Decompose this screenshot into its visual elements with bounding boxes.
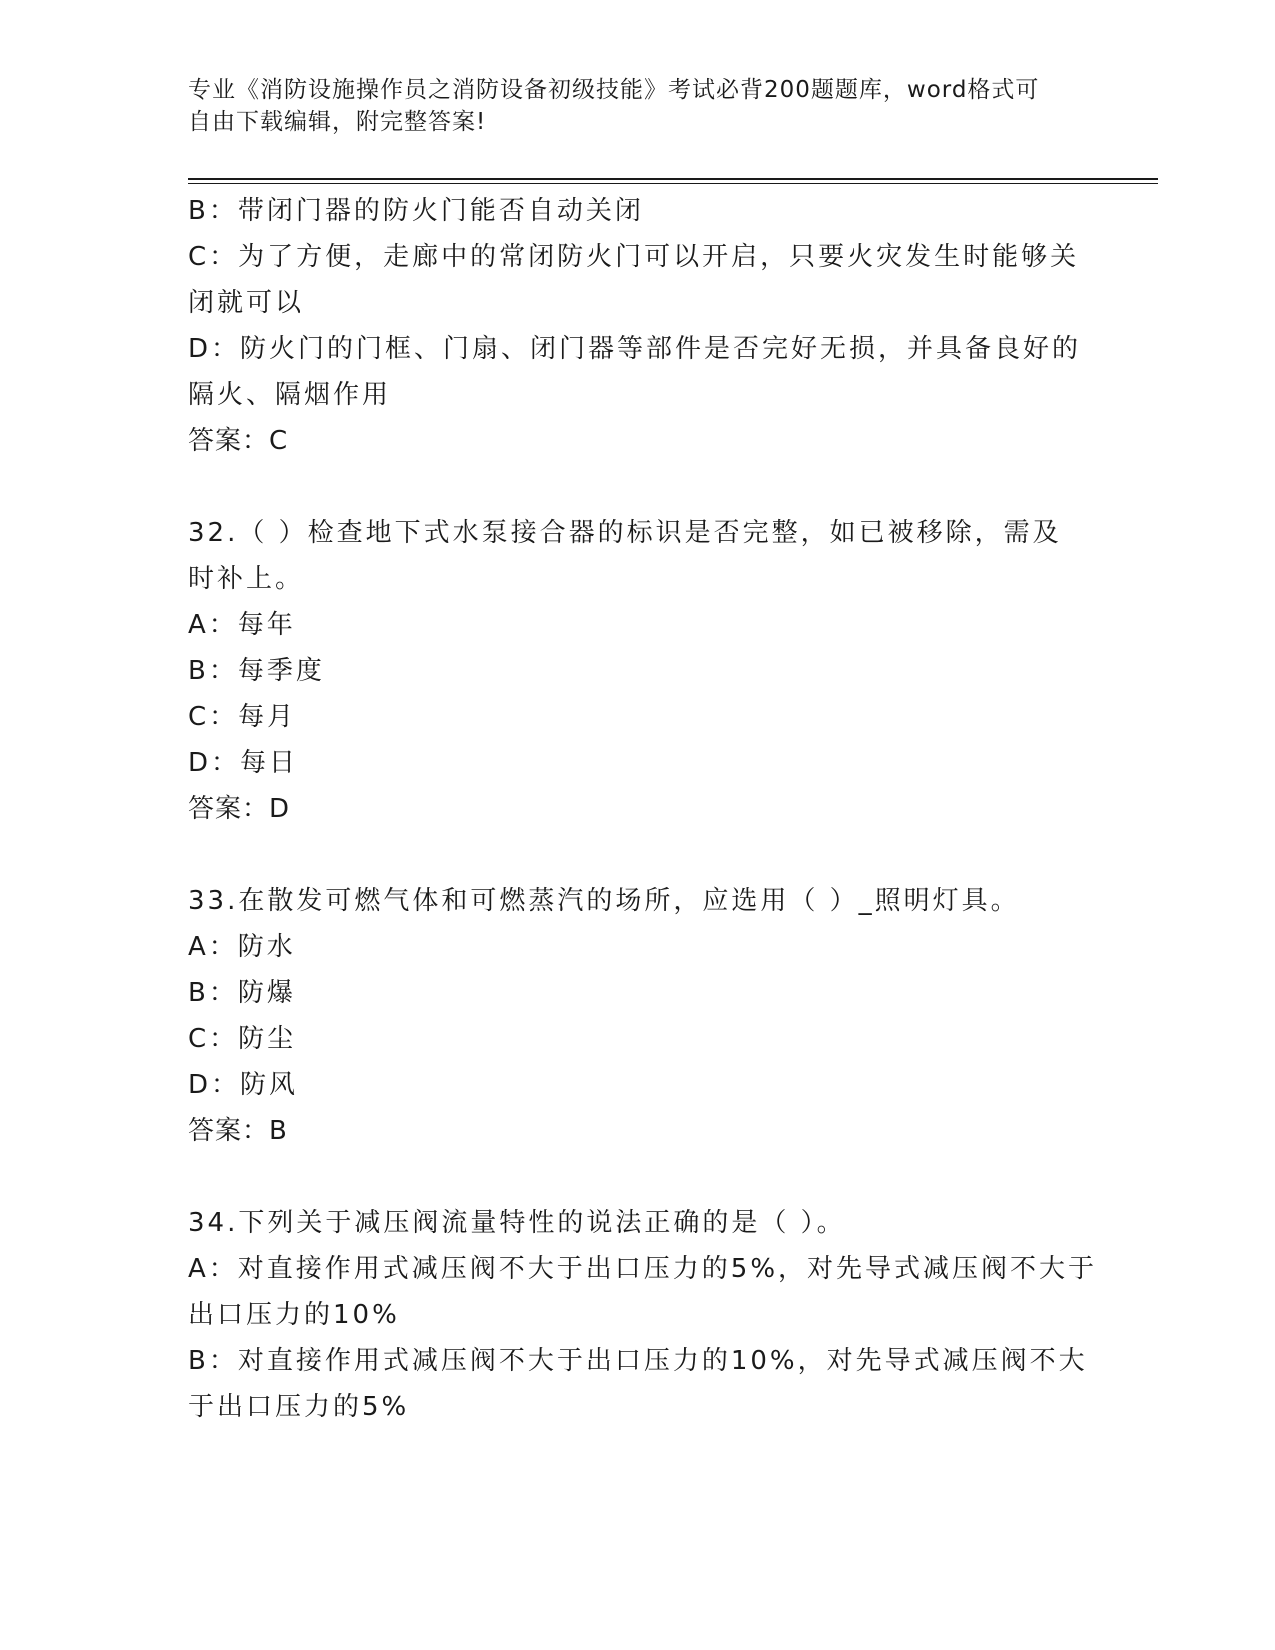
option-d: D：防风: [188, 1070, 299, 1100]
question-stem: 33.在散发可燃气体和可燃蒸汽的场所，应选用（ ）_照明灯具。: [188, 886, 1020, 916]
question-34: [188, 1200, 1098, 1430]
header-divider-thick: [188, 178, 1158, 180]
header-divider-thin: [188, 183, 1158, 184]
option-d: D：每日: [188, 748, 299, 778]
option-c-line-2: 闭就可以: [188, 288, 305, 318]
question-31: [188, 188, 1088, 464]
option-c: C：每月: [188, 702, 297, 732]
option-b: B：防爆: [188, 978, 296, 1008]
question-stem-line-2: 时补上。: [188, 564, 305, 594]
answer: 答案：B: [188, 1116, 288, 1146]
spacer: [188, 832, 1088, 878]
answer: 答案：D: [188, 794, 291, 824]
option-a-line-2: 出口压力的10%: [188, 1300, 400, 1330]
spacer: [188, 1154, 1088, 1200]
option-b: B：带闭门器的防火门能否自动关闭: [188, 196, 644, 226]
header-line-2: 自由下载编辑，附完整答案!: [188, 109, 487, 135]
spacer: [188, 464, 1088, 510]
option-a-line-1: A：对直接作用式减压阀不大于出口压力的5%，对先导式减压阀不大于: [188, 1254, 1098, 1284]
document-header: [188, 74, 1068, 138]
option-b: B：每季度: [188, 656, 325, 686]
option-d-line-2: 隔火、隔烟作用: [188, 380, 392, 410]
option-c: C：防尘: [188, 1024, 297, 1054]
option-c-line-1: C：为了方便，走廊中的常闭防火门可以开启，只要火灾发生时能够关: [188, 242, 1080, 272]
document-body: [188, 188, 1098, 1430]
header-line-1: 专业《消防设施操作员之消防设备初级技能》考试必背200题题库，word格式可: [188, 77, 1040, 103]
option-b-line-1: B：对直接作用式减压阀不大于出口压力的10%，对先导式减压阀不大: [188, 1346, 1088, 1376]
option-a: A：防水: [188, 932, 296, 962]
option-b-line-2: 于出口压力的5%: [188, 1392, 410, 1422]
answer: 答案：C: [188, 426, 289, 456]
question-stem: 34.下列关于减压阀流量特性的说法正确的是（ ）。: [188, 1208, 846, 1238]
option-a: A：每年: [188, 610, 296, 640]
question-32: [188, 510, 1088, 832]
option-d-line-1: D：防火门的门框、门扇、闭门器等部件是否完好无损，并具备良好的: [188, 334, 1082, 364]
question-stem-line-1: 32.（ ）检查地下式水泵接合器的标识是否完整，如已被移除，需及: [188, 518, 1062, 548]
question-33: [188, 878, 1088, 1154]
